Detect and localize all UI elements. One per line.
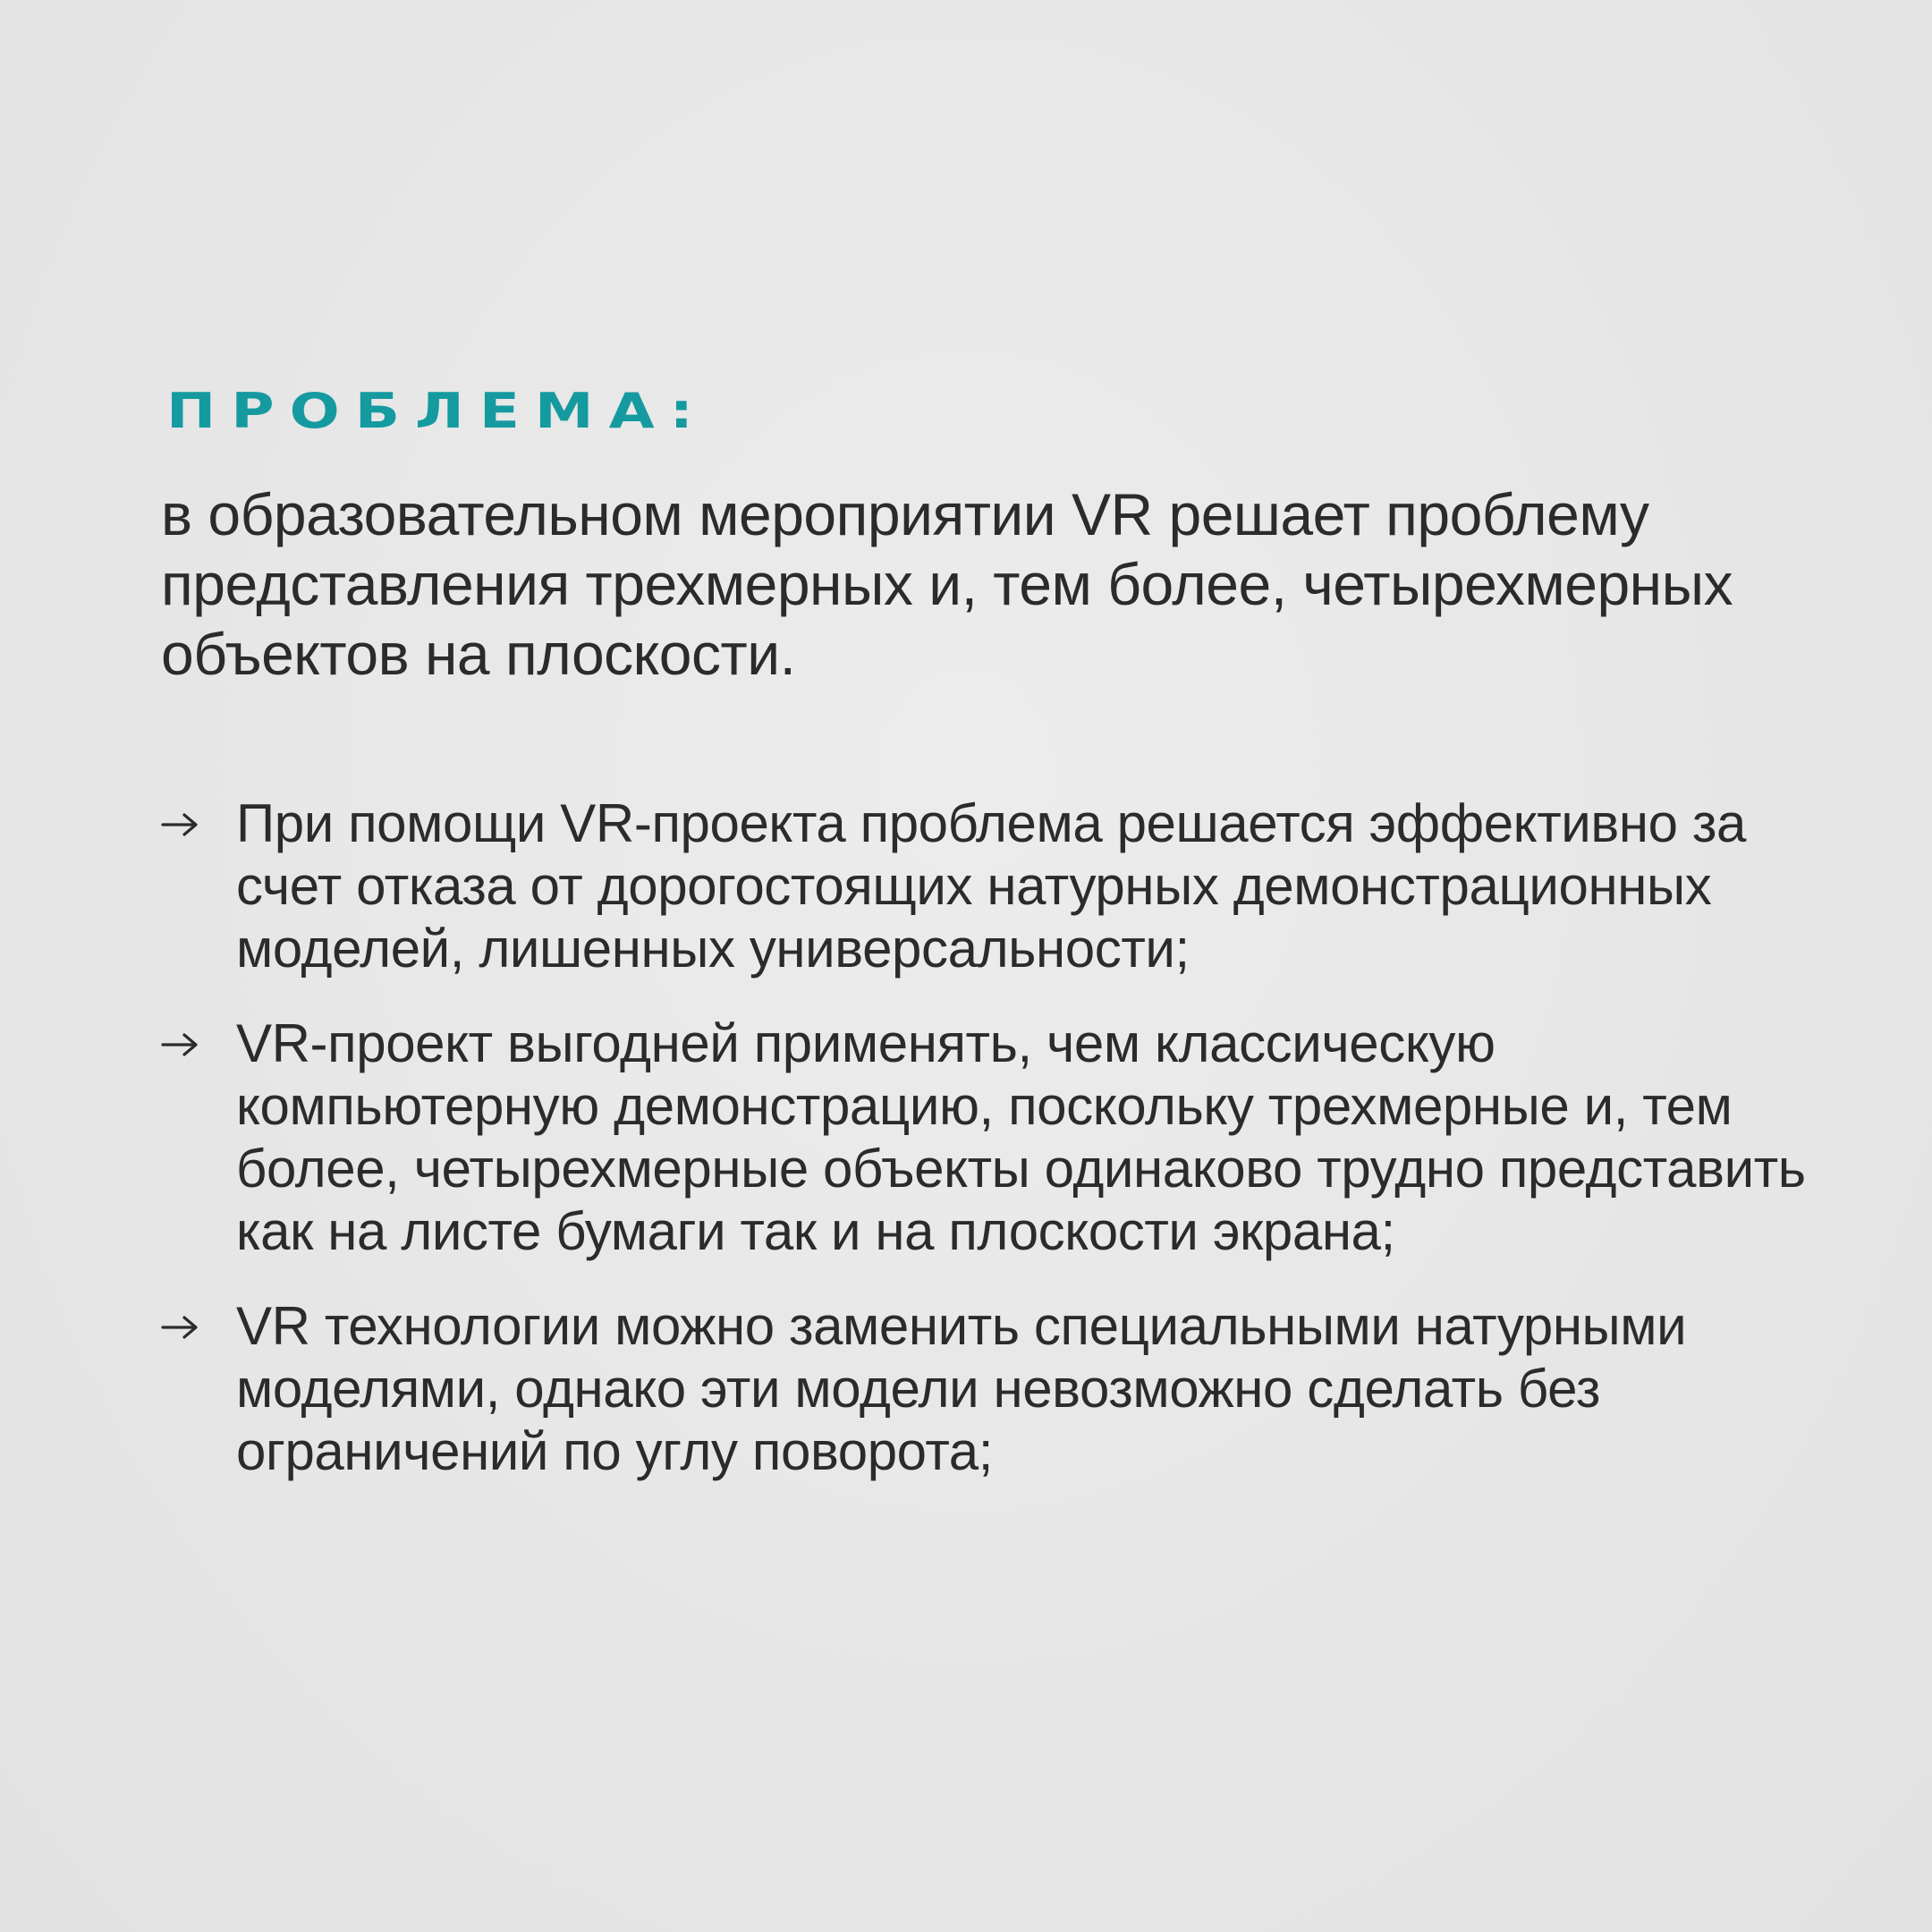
section-heading: ПРОБЛЕМА: <box>166 383 709 440</box>
list-item-text: При помощи VR-проекта проблема решается эффективно за счет отказа от дорогостоящих натурных демонстрационных моделей, лишенных универсальности; <box>236 793 1746 979</box>
arrow-right-icon <box>161 1027 200 1063</box>
list-item <box>161 1295 1860 1483</box>
list-item <box>161 792 1860 980</box>
list-item-text: VR технологии можно заменить специальными натурными моделями, однако эти модели невозможно сделать без ограничений по углу поворота; <box>236 1296 1687 1481</box>
list-item-text: VR-проект выгодней применять, чем классическую компьютерную демонстрацию, поскольку трехмерные и, тем более, четырехмерные объекты одинаково трудно представить как на листе бумаги так и на плоскости экрана; <box>236 1013 1806 1261</box>
arrow-right-icon <box>161 807 200 843</box>
list-item <box>161 1013 1860 1263</box>
intro-paragraph: в образовательном мероприятии VR решает проблему представления трехмерных и, тем более, четырехмерных объектов на плоскости. <box>161 481 1733 687</box>
bullet-list <box>161 792 1860 1483</box>
arrow-right-icon <box>161 1309 200 1345</box>
